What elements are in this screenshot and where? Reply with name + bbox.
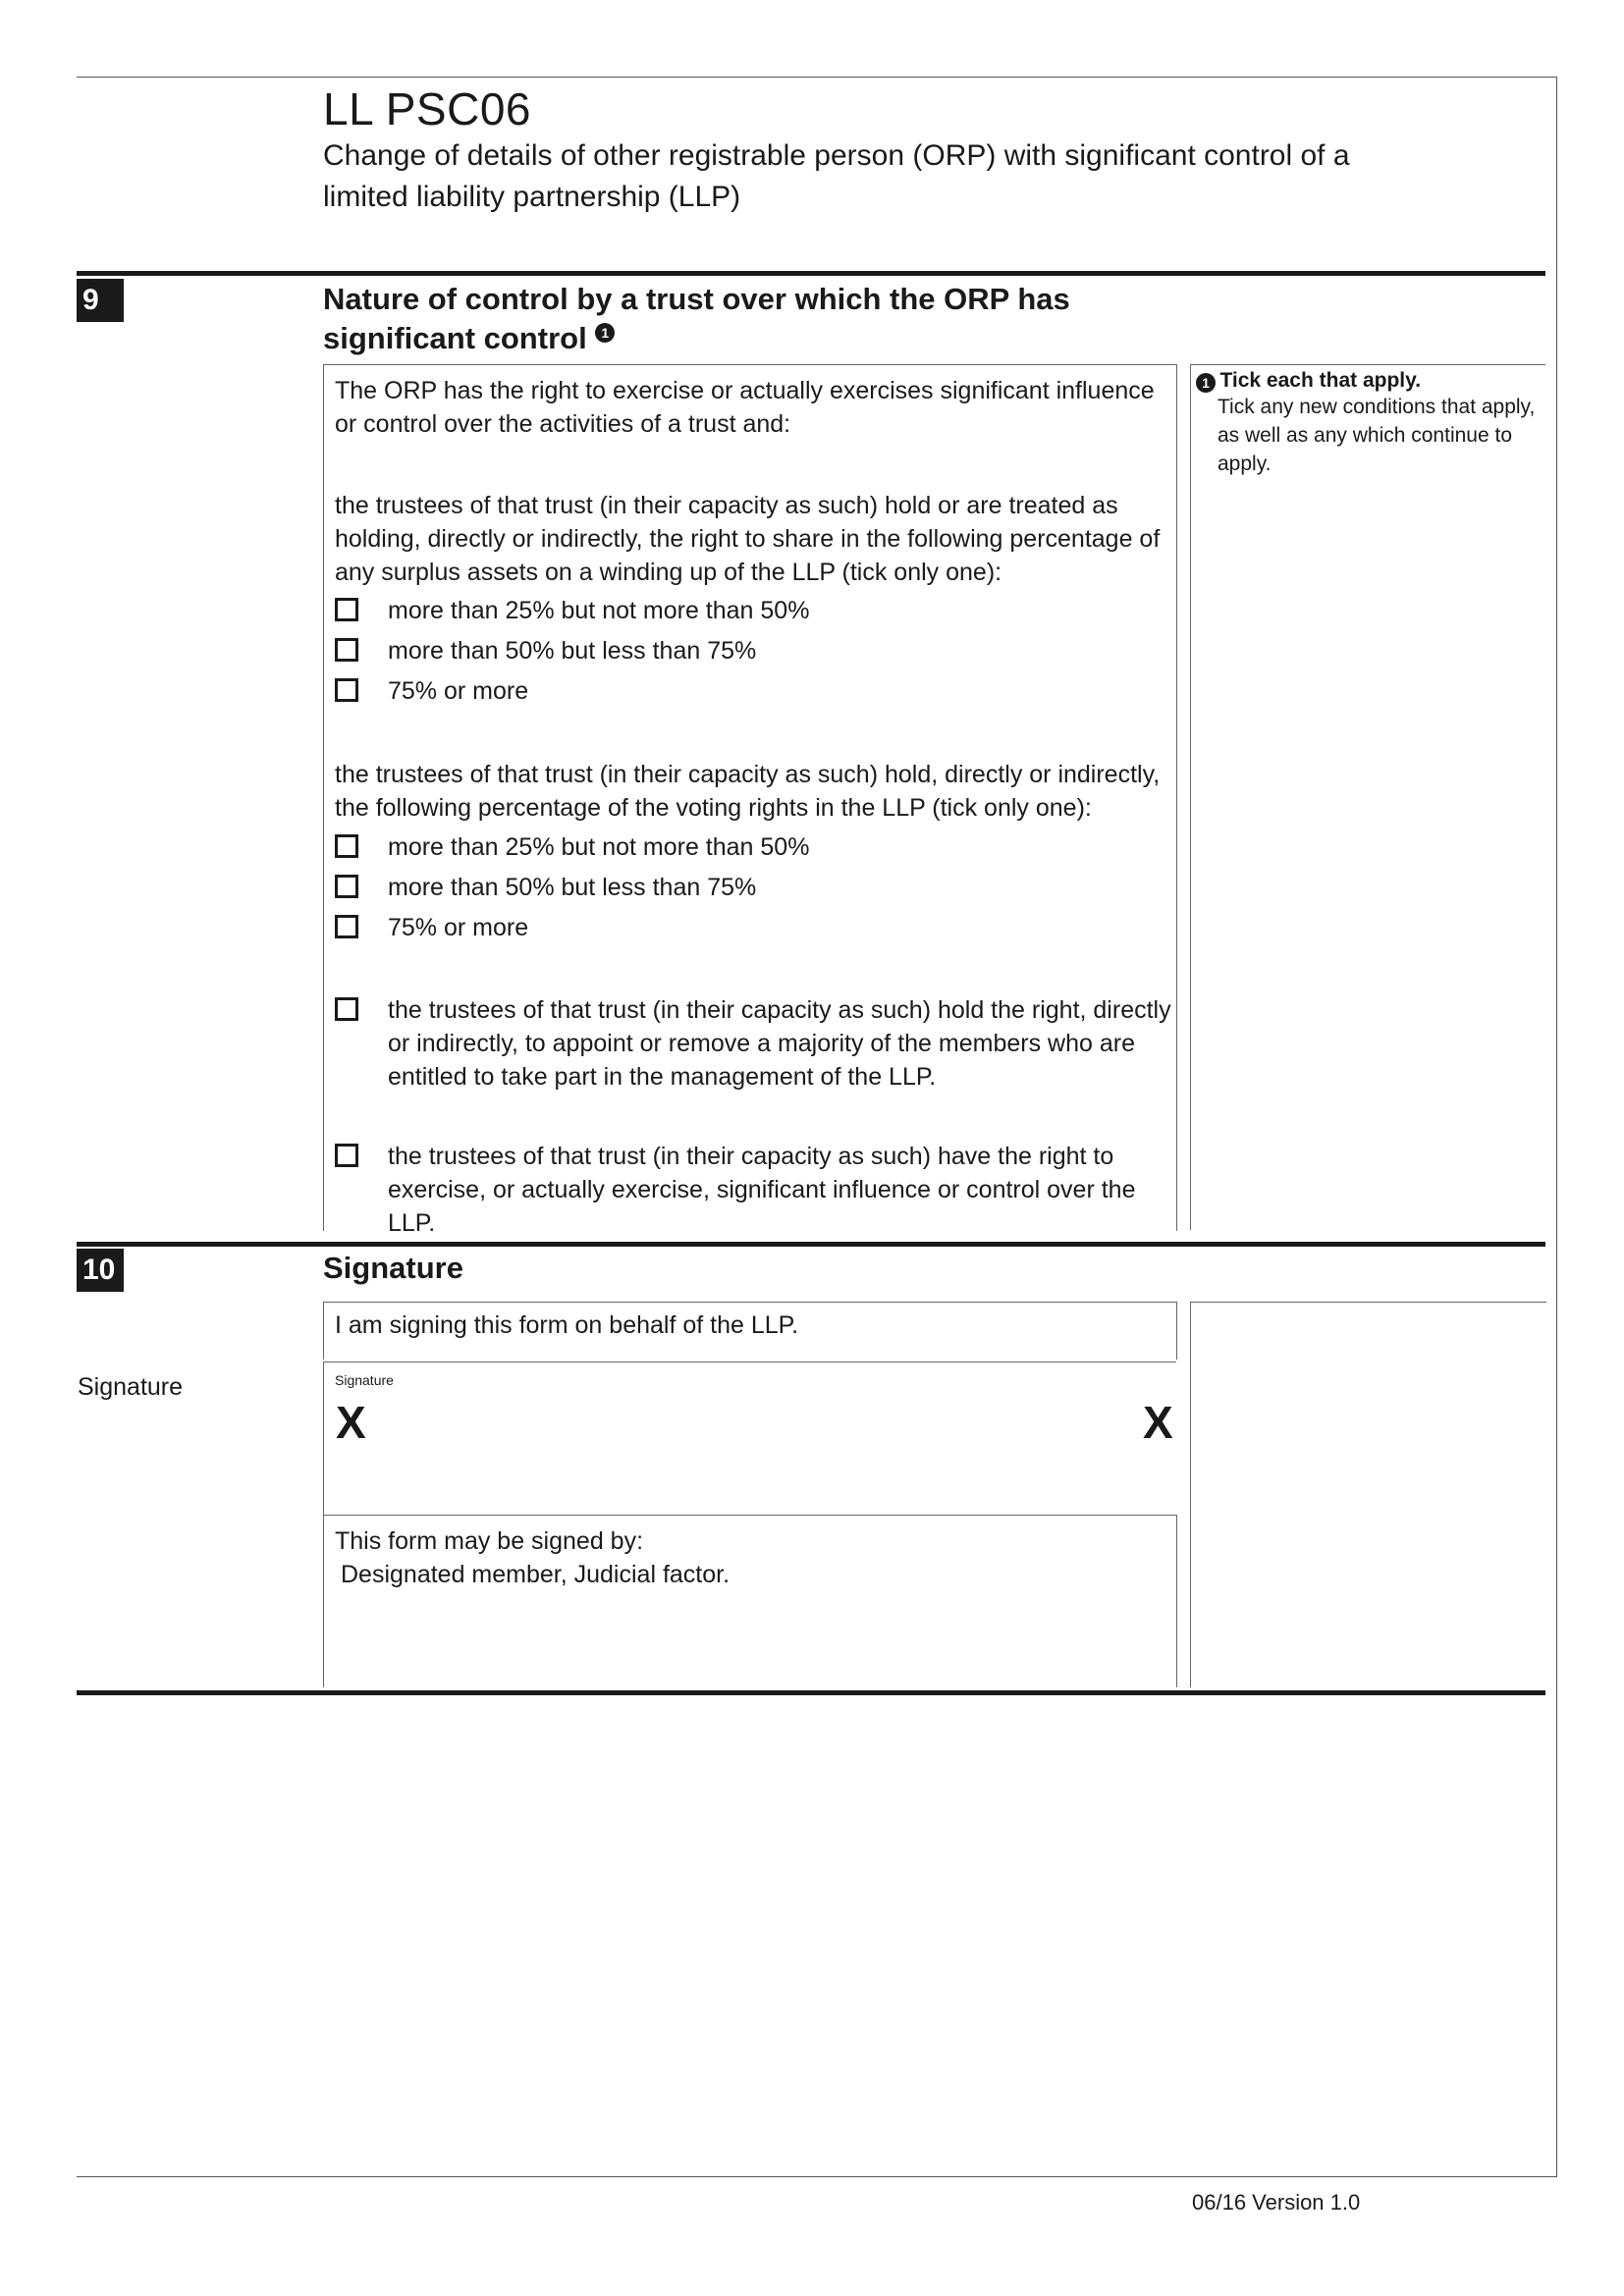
significant-influence-checkbox[interactable] <box>335 1144 358 1167</box>
surplus-75-plus-label: 75% or more <box>388 677 529 705</box>
section-10-number: 10 <box>77 1249 124 1292</box>
voting-25-50-checkbox[interactable] <box>335 834 358 858</box>
page-frame-top <box>77 77 1557 78</box>
form-title: Change of details of other registrable person (ORP) with significant control of a limited liability partnership (LLP) <box>323 139 1350 213</box>
page-frame-right <box>1556 77 1557 2176</box>
signing-statement: I am signing this form on behalf of the LLP. <box>335 1311 799 1339</box>
version-label: 06/16 Version 1.0 <box>1192 2190 1361 2215</box>
note-text: Tick any new conditions that apply, as well as any which continue to apply. <box>1218 396 1536 475</box>
note-title: Tick each that apply. <box>1219 369 1422 392</box>
surplus-25-50-label: more than 25% but not more than 50% <box>388 597 810 624</box>
surplus-intro: the trustees of that trust (in their capacity as such) hold or are treated as holding, directly or indirectly, the right to share in the following percentage of any surplus assets on a winding up of the LLP (tick only one): <box>335 492 1161 586</box>
appoint-majority-label: the trustees of that trust (in their capacity as such) hold the right, directly or indirectly, to appoint or remove a majority of the members who are entitled to take part in the management of the LLP. <box>388 996 1171 1091</box>
signature-field-label: Signature <box>335 1372 394 1388</box>
voting-75-plus-checkbox[interactable] <box>335 915 358 938</box>
form-code: LL PSC06 <box>323 83 531 134</box>
section-10-rule <box>77 1242 1545 1247</box>
section-9-number: 9 <box>77 279 124 322</box>
surplus-25-50-checkbox[interactable] <box>335 598 358 621</box>
surplus-75-plus-checkbox[interactable] <box>335 678 358 702</box>
signature-start-x-mark: X <box>336 1397 366 1448</box>
section-9-note <box>1196 369 1540 478</box>
signature-end-x-mark: X <box>1143 1397 1173 1448</box>
signature-field[interactable] <box>323 1362 1176 1516</box>
section-9-heading-text: Nature of control by a trust over which the ORP has significant control <box>323 282 1070 355</box>
significant-influence-label: the trustees of that trust (in their capacity as such) have the right to exercise, or actually exercise, significant influence or control over the LLP. <box>388 1143 1136 1237</box>
voting-intro: the trustees of that trust (in their capacity as such) hold, directly or indirectly, the following percentage of the voting rights in the LLP (tick only one): <box>335 761 1161 822</box>
note-marker-icon: 1 <box>1196 373 1216 393</box>
voting-25-50-label: more than 25% but not more than 50% <box>388 833 810 861</box>
voting-50-75-label: more than 50% but less than 75% <box>388 874 757 901</box>
signed-by-title: This form may be signed by: <box>335 1527 644 1555</box>
section-10-bottom-rule <box>77 1690 1545 1695</box>
section-10-side-column <box>1190 1302 1546 1687</box>
surplus-50-75-label: more than 50% but less than 75% <box>388 637 757 665</box>
section-9-heading <box>323 280 1089 358</box>
section-9-rule <box>77 271 1545 276</box>
page-frame-bottom <box>77 2176 1557 2177</box>
section-9-intro: The ORP has the right to exercise or actually exercises significant influence or control over the activities of a trust and: <box>335 377 1155 438</box>
info-marker-icon: 1 <box>595 323 615 343</box>
note-box-top <box>1190 364 1545 365</box>
signed-by-text: Designated member, Judicial factor. <box>341 1561 731 1588</box>
signature-side-label: Signature <box>78 1373 184 1401</box>
note-box-left <box>1190 364 1191 1230</box>
voting-50-75-checkbox[interactable] <box>335 875 358 898</box>
appoint-majority-checkbox[interactable] <box>335 997 358 1021</box>
section-10-heading: Signature <box>323 1251 463 1285</box>
voting-75-plus-label: 75% or more <box>388 914 529 941</box>
surplus-50-75-checkbox[interactable] <box>335 638 358 662</box>
